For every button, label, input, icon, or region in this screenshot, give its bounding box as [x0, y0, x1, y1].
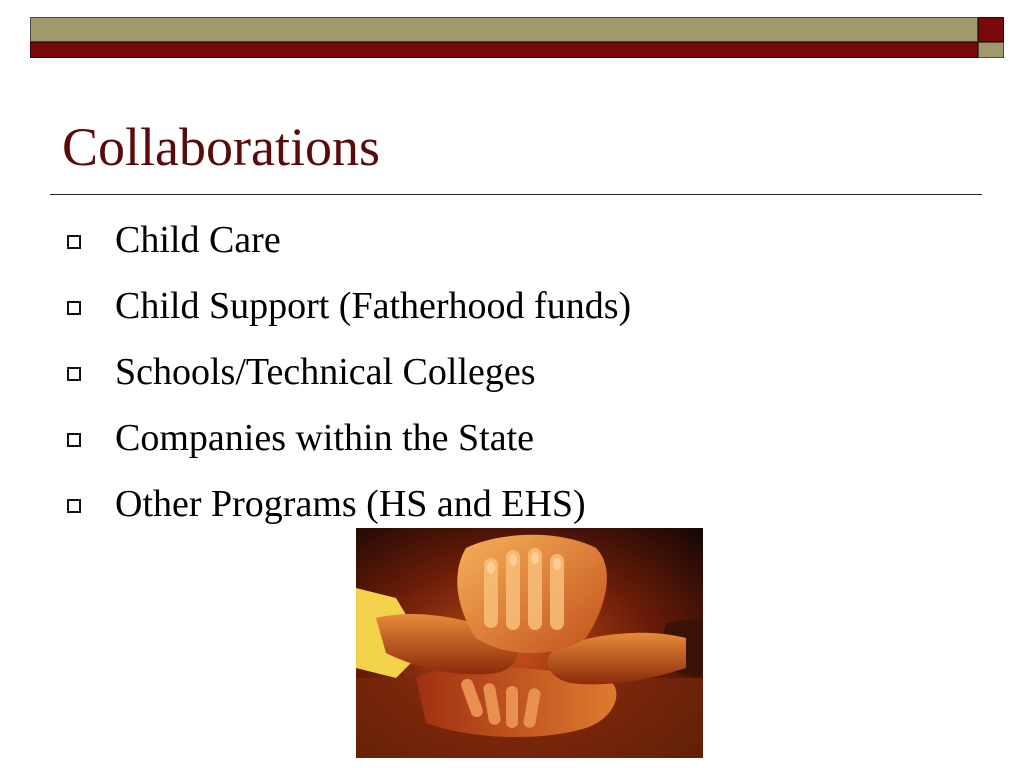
- title-divider: [50, 194, 982, 195]
- bullet-text: Child Support (Fatherhood funds): [115, 285, 632, 327]
- stacked-hands-photo: [356, 528, 703, 758]
- hollow-square-icon: [67, 301, 81, 315]
- header-corner-maroon: [978, 17, 1004, 42]
- slide-title: Collaborations: [62, 117, 380, 177]
- bullet-item: [62, 410, 631, 476]
- hollow-square-icon: [67, 433, 81, 447]
- header-band-maroon: [30, 42, 978, 58]
- bullet-text: Schools/Technical Colleges: [115, 351, 536, 393]
- hollow-square-icon: [67, 235, 81, 249]
- bullet-text: Other Programs (HS and EHS): [115, 483, 586, 525]
- bullet-text: Companies within the State: [115, 417, 535, 459]
- hollow-square-icon: [67, 367, 81, 381]
- bullet-text: Child Care: [115, 219, 281, 261]
- bullet-item: [62, 344, 631, 410]
- header-band-olive: [30, 17, 978, 42]
- bullet-list: [62, 212, 631, 542]
- bullet-item: [62, 212, 631, 278]
- header-corner-olive: [978, 42, 1004, 58]
- hollow-square-icon: [67, 499, 81, 513]
- bullet-item: [62, 278, 631, 344]
